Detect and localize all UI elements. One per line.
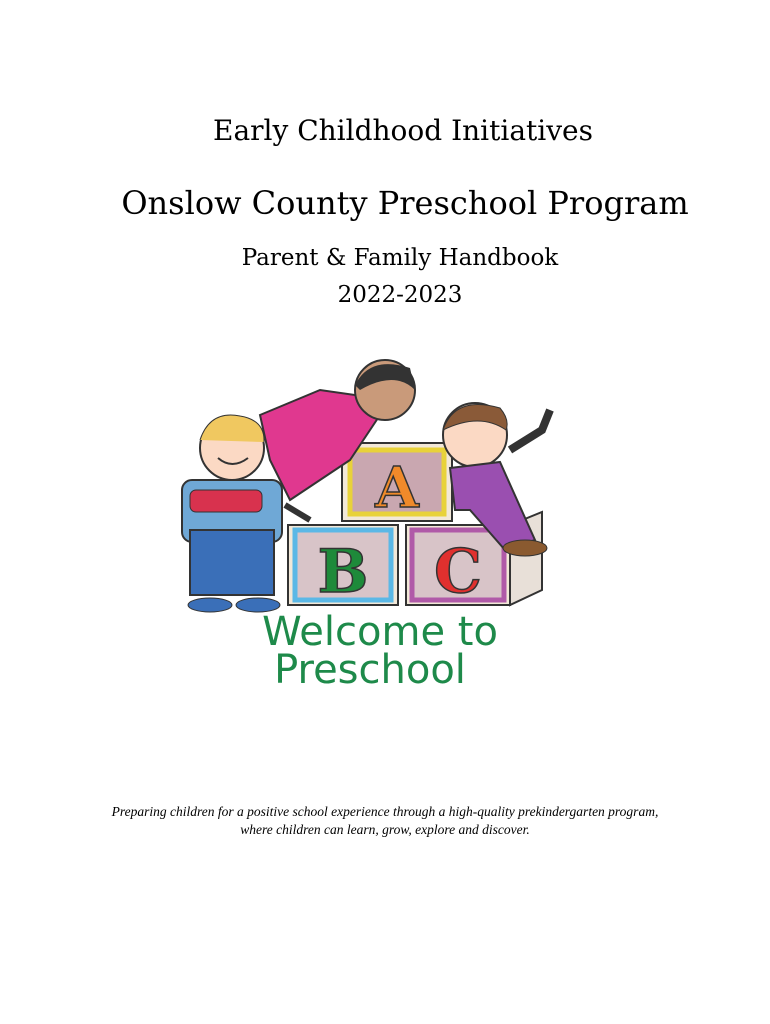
block-a-letter: A xyxy=(375,455,419,521)
handbook-subtitle: Parent & Family Handbook xyxy=(241,245,559,271)
welcome-illustration xyxy=(170,350,590,690)
school-year: 2022-2023 xyxy=(337,282,463,308)
program-heading: Early Childhood Initiatives xyxy=(213,114,593,147)
tagline-line1: Preparing children for a positive school experience through a high-quality prekindergarten program, xyxy=(111,804,659,819)
welcome-text-line2: Preschool xyxy=(274,647,466,690)
tagline xyxy=(0,803,770,839)
welcome-text-line1: Welcome to xyxy=(262,609,498,655)
page-title: Onslow County Preschool Program xyxy=(121,184,689,222)
tagline-line2: where children can learn, grow, explore and discover. xyxy=(240,822,530,837)
block-b-letter: B xyxy=(317,537,369,607)
block-c-letter: C xyxy=(434,537,482,607)
